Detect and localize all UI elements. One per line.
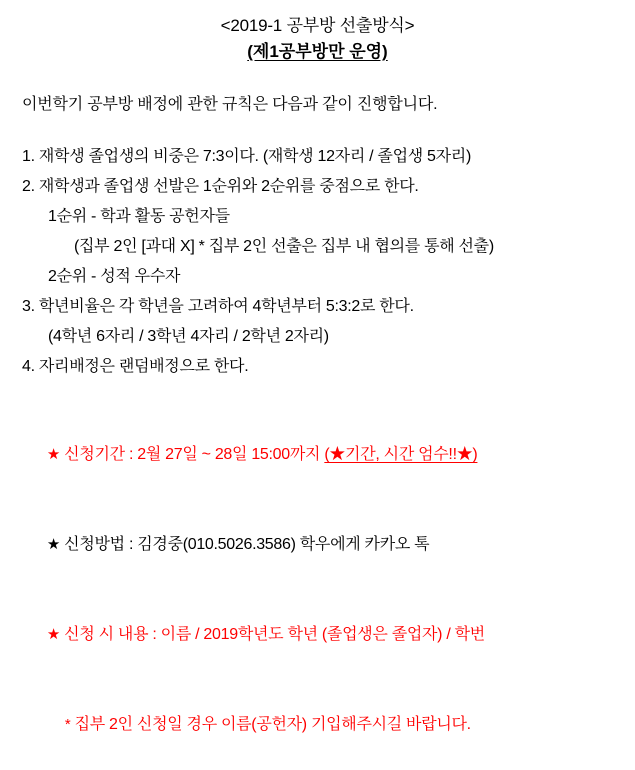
rule-item: (집부 2인 [과대 X] * 집부 2인 선출은 집부 내 협의를 통해 선출)	[74, 238, 494, 255]
note-label: 집부 2인 신청일 경우 이름(공헌자) 기입해주시길 바랍니다.	[70, 716, 471, 733]
rule-item: 1. 재학생 졸업생의 비중은 7:3이다. (재학생 12자리 / 졸업생 5자리)	[22, 148, 471, 165]
rule-item: 3. 학년비율은 각 학년을 고려하여 4학년부터 5:3:2로 한다.	[22, 298, 414, 315]
document-subtitle: (제1공부방만 운영)	[247, 42, 388, 61]
document-intro: 이번학기 공부방 배정에 관한 규칙은 다음과 같이 진행합니다.	[22, 96, 438, 113]
rule-item: (4학년 6자리 / 3학년 4자리 / 2학년 2자리)	[48, 328, 329, 345]
note-label: 신청 시 내용 : 이름 / 2019학년도 학년 (졸업생은 졸업자) / 학번	[60, 626, 485, 643]
asterisk-icon: *	[64, 716, 71, 733]
note-label: 신청방법 : 김경중(010.5026.3586) 학우에게 카카오 톡	[60, 536, 430, 553]
star-icon: ★	[46, 446, 61, 463]
note-label: 신청기간 : 2월 27일 ~ 28일 15:00까지	[60, 446, 325, 463]
note-application-period	[22, 410, 613, 500]
notes-list	[22, 410, 613, 770]
rule-item: 2순위 - 성적 우수자	[48, 268, 181, 285]
note-application-content	[22, 590, 613, 680]
star-icon: ★	[46, 626, 61, 643]
rule-item: 2. 재학생과 졸업생 선발은 1순위와 2순위를 중점으로 한다.	[22, 178, 419, 195]
note-application-method	[22, 500, 613, 590]
rule-item: 4. 자리배정은 랜덤배정으로 한다.	[22, 358, 249, 375]
rule-item: 1순위 - 학과 활동 공헌자들	[48, 208, 230, 225]
note-emphasis: (★기간, 시간 엄수!!★)	[324, 446, 478, 463]
star-icon: ★	[46, 536, 61, 553]
rules-list	[22, 142, 613, 382]
document-title: <2019-1 공부방 선출방식>	[220, 16, 415, 35]
note-extra-instruction	[22, 680, 613, 770]
